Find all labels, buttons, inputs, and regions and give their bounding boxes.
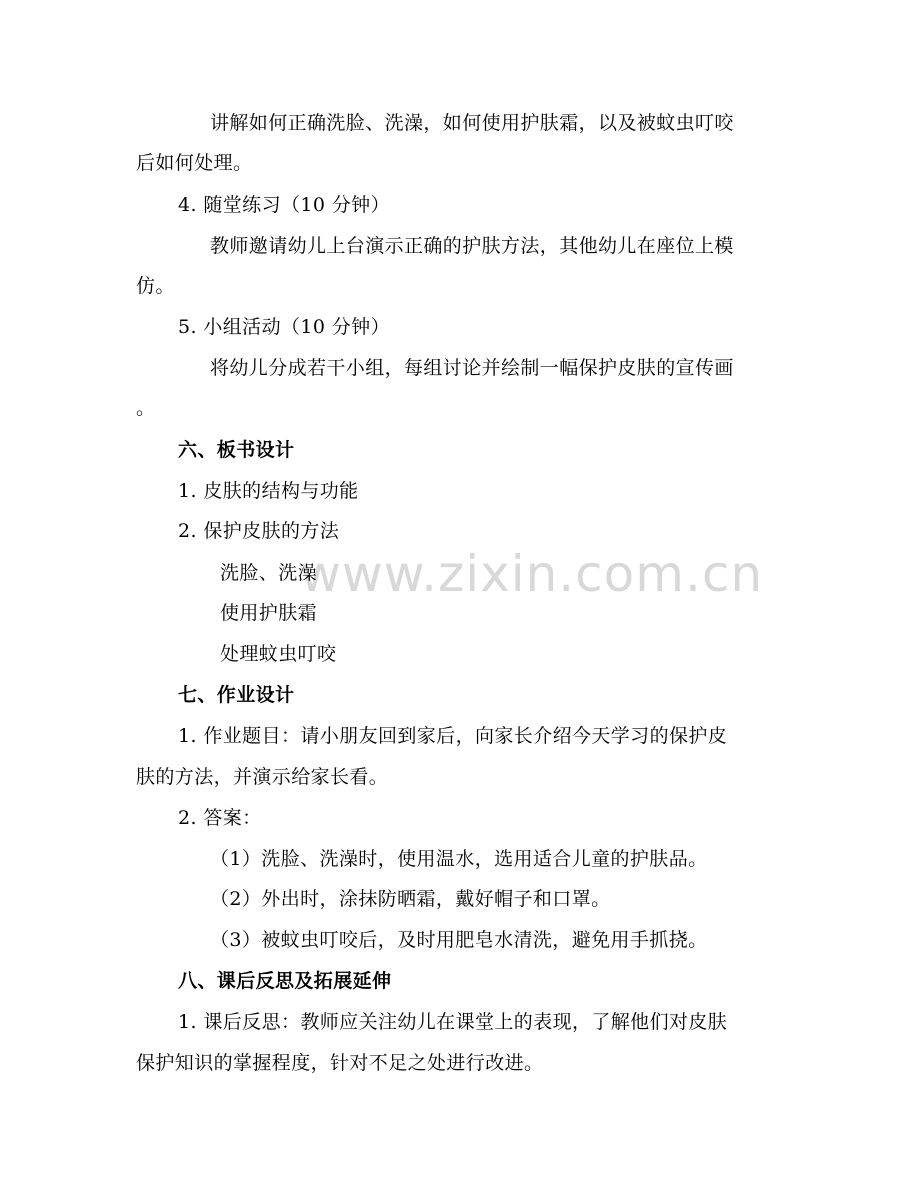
paragraph-line: 仿。: [136, 275, 175, 297]
list-item: 2. 答案：: [178, 807, 262, 829]
list-item: 5. 小组活动（10 分钟）: [178, 316, 390, 338]
paragraph-line: 肤的方法，并演示给家长看。: [136, 766, 389, 788]
paragraph-line: 后如何处理。: [136, 152, 253, 174]
paragraph-line: 。: [136, 397, 156, 419]
list-item: 1. 作业题目：请小朋友回到家后，向家长介绍今天学习的保护皮: [178, 725, 728, 747]
section-heading: 六、板书设计: [178, 439, 295, 461]
paragraph-line: 将幼儿分成若干小组，每组讨论并绘制一幅保护皮肤的宣传画: [210, 357, 734, 379]
sub-item: 使用护肤霜: [220, 602, 318, 624]
list-item: 1. 皮肤的结构与功能: [178, 480, 359, 502]
answer-item: （2）外出时，涂抹防晒霜，戴好帽子和口罩。: [210, 888, 611, 910]
section-heading: 七、作业设计: [178, 684, 295, 706]
paragraph-line: 讲解如何正确洗脸、洗澡，如何使用护肤霜，以及被蚊虫叮咬: [210, 112, 734, 134]
list-item: 1. 课后反思：教师应关注幼儿在课堂上的表现，了解他们对皮肤: [178, 1011, 728, 1033]
list-item: 4. 随堂练习（10 分钟）: [178, 194, 390, 216]
sub-item: 洗脸、洗澡: [220, 562, 318, 584]
sub-item: 处理蚊虫叮咬: [220, 643, 337, 665]
answer-item: （1）洗脸、洗澡时，使用温水，选用适合儿童的护肤品。: [210, 848, 708, 870]
paragraph-line: 保护知识的掌握程度，针对不足之处进行改进。: [136, 1052, 544, 1074]
section-heading: 八、课后反思及拓展延伸: [178, 970, 392, 992]
answer-item: （3）被蚊虫叮咬后，及时用肥皂水清洗，避免用手抓挠。: [210, 929, 708, 951]
list-item: 2. 保护皮肤的方法: [178, 520, 340, 542]
watermark-text: www.zixin.com.cn: [300, 545, 764, 603]
paragraph-line: 教师邀请幼儿上台演示正确的护肤方法，其他幼儿在座位上模: [210, 235, 734, 257]
